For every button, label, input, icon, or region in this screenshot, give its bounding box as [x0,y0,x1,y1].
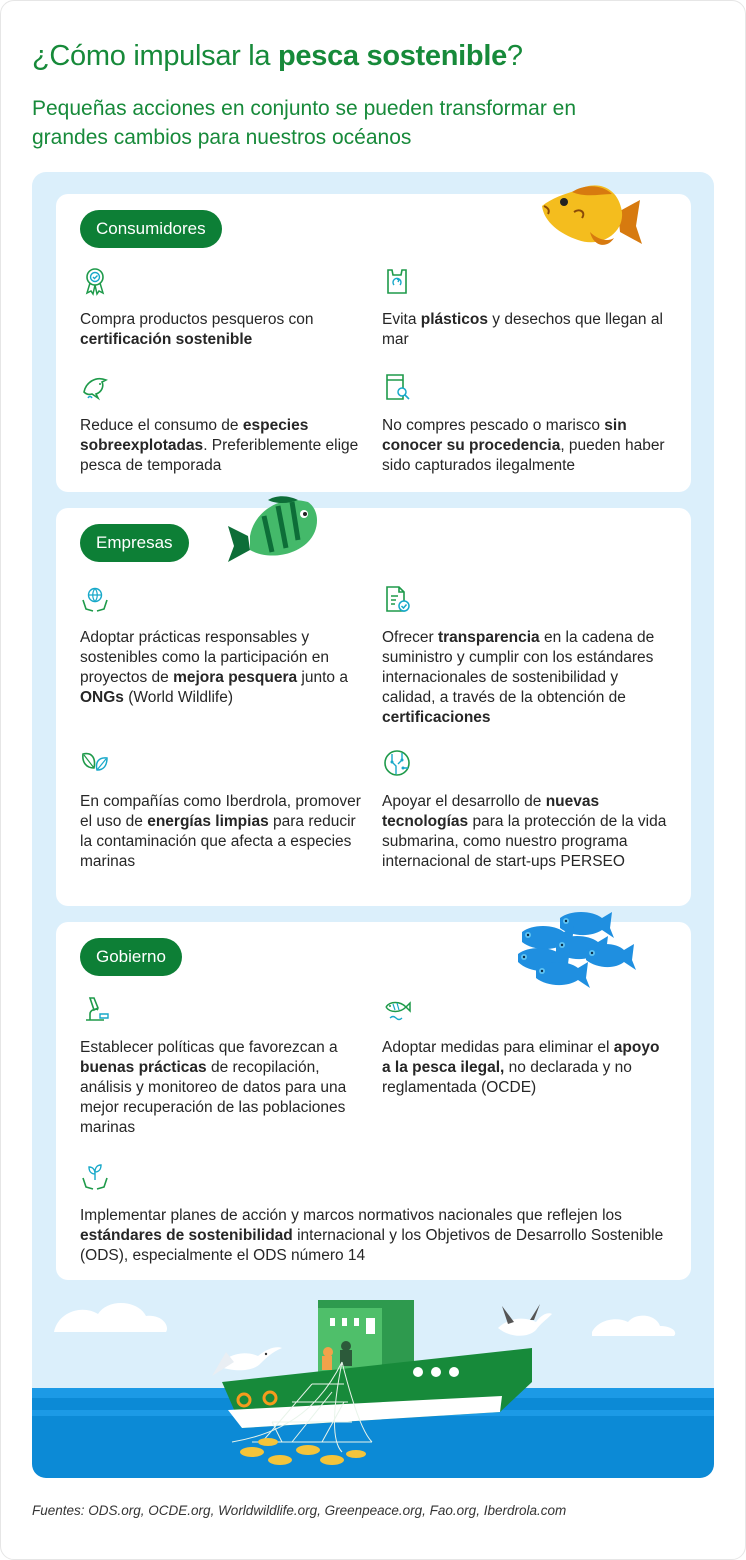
item-sobreexplotadas [80,372,370,476]
item-text [382,628,672,728]
item-text-part: de recopilación, análisis y monitoreo de datos para una mejor recuperación de las poblaciones marinas [80,1059,347,1136]
document-check-icon [382,584,412,614]
item-text-part: para la protección de la vida submarina, como nuestro programa internacional de start-ups PERSEO [382,813,667,870]
page-subtitle: Pequeñas acciones en conjunto se pueden transformar en grandes cambios para nuestros océanos [32,97,577,149]
item-text-part: Evita [382,311,421,328]
plastic-bag-icon [382,266,412,296]
section-label: Gobierno [80,938,182,976]
item-text-part: . Preferiblemente elige pesca de temporada [80,437,359,474]
item-energias-limpias [80,748,370,872]
item-text-part: y desechos que llegan al mar [382,311,663,348]
item-mejora-pesquera [80,584,370,708]
item-text [382,310,672,350]
item-text [80,310,370,350]
item-text-part: Implementar planes de acción y marcos normativos nacionales que reflejen los [80,1207,622,1224]
globe-hands-icon [80,584,110,614]
item-text-part: en la cadena de suministro y cumplir con los estándares internacionales de sostenibilidad y calidad, a través de la obtención de [382,629,655,706]
item-text-part: Apoyar el desarrollo de [382,793,546,810]
item-text-bold: apoyo a la pesca ilegal, [382,1039,660,1076]
item-transparencia [382,584,672,728]
item-text-bold: especies sobreexplotadas [80,417,309,454]
item-certificacion [80,266,370,350]
yellow-fish-illustration [538,182,642,252]
item-text-bold: transparencia [437,629,540,646]
item-text-part: internacional y los Objetivos de Desarrollo Sostenible (ODS), especialmente el ODS número 14 [80,1227,664,1264]
item-text-bold: certificación sostenible [80,331,253,348]
item-text-part: no declarada y no reglamentada (OCDE) [382,1059,632,1096]
item-text-bold: certificaciones [382,709,491,726]
item-text-bold: plásticos [420,311,488,328]
sources-footnote: Fuentes: ODS.org, OCDE.org, Worldwildlife.org, Greenpeace.org, Fao.org, Iberdrola.com [32,1503,567,1518]
page-title: ¿Cómo impulsar la pesca sostenible? [32,40,523,72]
item-text-bold: energías limpias [147,813,269,830]
item-text-part: para reducir la contaminación que afecta a especies marinas [80,813,356,870]
item-text-part: Adoptar prácticas responsables y sostenibles como la participación en proyectos de [80,629,329,686]
seagull-right [498,1304,552,1336]
book-search-icon [382,372,412,402]
certificate-badge-icon [80,266,110,296]
section-gobierno [56,922,691,1280]
seagull-left [212,1347,282,1376]
item-text-part: Establecer políticas que favorezcan a [80,1039,338,1056]
item-text-part: , pueden haber sido capturados ilegalmente [382,437,665,474]
item-text-part: No compres pescado o marisco [382,417,605,434]
item-pesca-ilegal [382,994,672,1098]
section-empresas [56,508,691,906]
item-text [382,416,672,476]
item-text-part: En compañías como Iberdrola, promover el uso de [80,793,361,830]
item-text [382,792,672,872]
green-fish-illustration [228,496,320,568]
section-label: Empresas [80,524,189,562]
item-plasticos [382,266,672,350]
item-text [80,628,370,708]
item-text-bold: nuevas tecnologías [382,793,600,830]
fishing-boat-scene [32,1292,714,1478]
item-buenas-practicas [80,994,370,1138]
item-text [80,792,370,872]
dolphin-icon [80,372,110,402]
item-text [80,1038,370,1138]
circuit-globe-icon [382,748,412,778]
item-text-part: (World Wildlife) [123,689,234,706]
fish-icon [382,994,412,1024]
item-text-bold: mejora pesquera [173,669,298,686]
item-text-part: junto a [297,669,348,686]
item-text-bold: buenas prácticas [80,1059,207,1076]
plant-hands-icon [80,1162,110,1192]
blue-fish-school-illustration [516,912,636,992]
item-estandares [80,1162,670,1266]
item-text-part: Ofrecer [382,629,438,646]
item-text-part: Reduce el consumo de [80,417,243,434]
item-text [80,416,370,476]
item-text-bold: estándares de sostenibilidad [80,1227,293,1244]
item-text [80,1206,670,1266]
section-consumidores [56,194,691,492]
item-text [382,1038,672,1098]
item-procedencia [382,372,672,476]
content-panel [32,172,714,1478]
leaves-icon [80,748,110,778]
item-text-part: Compra productos pesqueros con [80,311,314,328]
section-label: Consumidores [80,210,222,248]
item-text-bold: sin conocer su procedencia [382,417,627,454]
item-text-bold: ONGs [80,689,124,706]
item-text-part: Adoptar medidas para eliminar el [382,1039,614,1056]
item-nuevas-tecnologias [382,748,672,872]
microscope-icon [80,994,110,1024]
boat [222,1300,532,1428]
